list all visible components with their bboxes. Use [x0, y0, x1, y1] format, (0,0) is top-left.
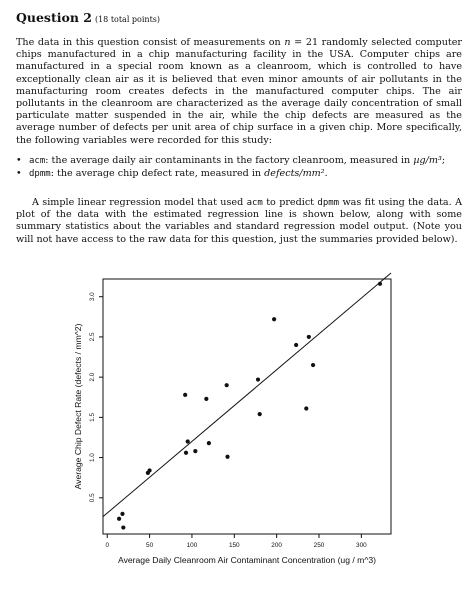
intro-n-value: = 21	[290, 37, 319, 48]
data-point	[304, 406, 308, 410]
x-tick-label: 200	[271, 542, 282, 549]
x-tick-label: 300	[356, 542, 367, 549]
y-tick-label: 2.5	[89, 332, 96, 342]
data-point	[258, 412, 262, 416]
variable-unit: defects/mm²	[264, 167, 325, 179]
y-tick-label: 1.0	[89, 453, 96, 463]
y-axis	[89, 292, 103, 502]
variable-item-dpmm	[16, 168, 462, 181]
plot-frame	[103, 279, 391, 534]
data-point	[186, 439, 190, 443]
intro-text-rest: randomly selected computer chips manufactured in a chip manufacturing facility in the USA. Computer chips are manufactured in a special room known as a cleanroom, which is controlled to have exceptionally clean air as it is believed that even minor amounts of air pollutants in the manufacturing room creates defects in the manufactured computer chips. The air pollutants in the cleanroom are characterized as the average daily concentration of small particulate matter suspended in the air, while the chip defects are measured as the average number of defects per unit area of chip surface in a given chip. More specifically, the following variables were recorded for this study:	[16, 37, 462, 146]
variable-end: ;	[441, 155, 446, 166]
variable-end: .	[324, 167, 328, 179]
data-point	[307, 335, 311, 339]
model-text-2: to predict	[262, 197, 318, 208]
regression-line	[103, 273, 391, 517]
variable-list	[16, 155, 462, 180]
data-point	[121, 525, 125, 529]
y-tick-label: 1.5	[89, 412, 96, 422]
data-point	[311, 363, 315, 367]
y-tick-label: 3.0	[89, 292, 96, 302]
model-paragraph	[16, 197, 462, 246]
data-point	[184, 451, 188, 455]
data-points	[117, 282, 382, 530]
variable-name: dpmm	[29, 168, 51, 179]
x-tick-label: 100	[186, 542, 198, 549]
variable-item-acm	[16, 155, 462, 168]
data-point	[256, 377, 260, 381]
data-point	[207, 441, 211, 445]
question-points: (18 total points)	[94, 15, 161, 24]
model-predictor-name: acm	[246, 198, 263, 208]
data-point	[120, 512, 124, 516]
data-point	[378, 282, 382, 286]
y-tick-label: 0.5	[89, 493, 96, 503]
x-tick-label: 150	[228, 542, 240, 549]
x-tick-label: 50	[146, 542, 154, 549]
intro-text-start: The data in this question consist of measurements on	[16, 37, 285, 48]
bullet-marker: •	[16, 155, 22, 166]
data-point	[225, 383, 229, 387]
data-point	[272, 317, 276, 321]
model-text-3: was fit using the data. A plot of the data with the estimated regression line is shown below, along with some summary statistics about the variables and standard regression model output. (Note you will not have access to the raw data for this question, just the summaries provided below).	[16, 197, 462, 245]
data-point	[294, 343, 298, 347]
model-response-name: dpmm	[317, 198, 340, 208]
variable-description: : the average daily air contaminants in the factory cleanroom, measured in	[45, 155, 414, 166]
data-point	[193, 449, 197, 453]
data-point	[147, 468, 151, 472]
model-text-1: A simple linear regression model that used	[32, 197, 247, 208]
bullet-marker: •	[16, 167, 22, 179]
variable-name: acm	[29, 156, 46, 166]
question-title: Question 2	[16, 10, 92, 25]
intro-n-variable: n	[284, 37, 291, 48]
data-point	[183, 393, 187, 397]
x-tick-label: 250	[313, 542, 325, 549]
variable-unit: µg/m³	[413, 155, 442, 166]
data-point	[117, 517, 121, 521]
intro-paragraph	[16, 37, 462, 147]
variable-description: : the average chip defect rate, measured in	[50, 167, 265, 179]
x-axis-label: Average Daily Cleanroom Air Contaminant Concentration (ug / m^3)	[118, 555, 376, 565]
data-point	[204, 397, 208, 401]
scatter-plot	[0, 262, 474, 602]
data-point	[225, 455, 229, 459]
x-tick-label: 0	[105, 542, 110, 549]
y-axis-label: Average Chip Defect Rate (defects / mm^2)	[73, 323, 83, 490]
question-heading	[16, 10, 160, 25]
x-axis	[105, 534, 367, 549]
y-tick-label: 2.0	[89, 372, 96, 382]
